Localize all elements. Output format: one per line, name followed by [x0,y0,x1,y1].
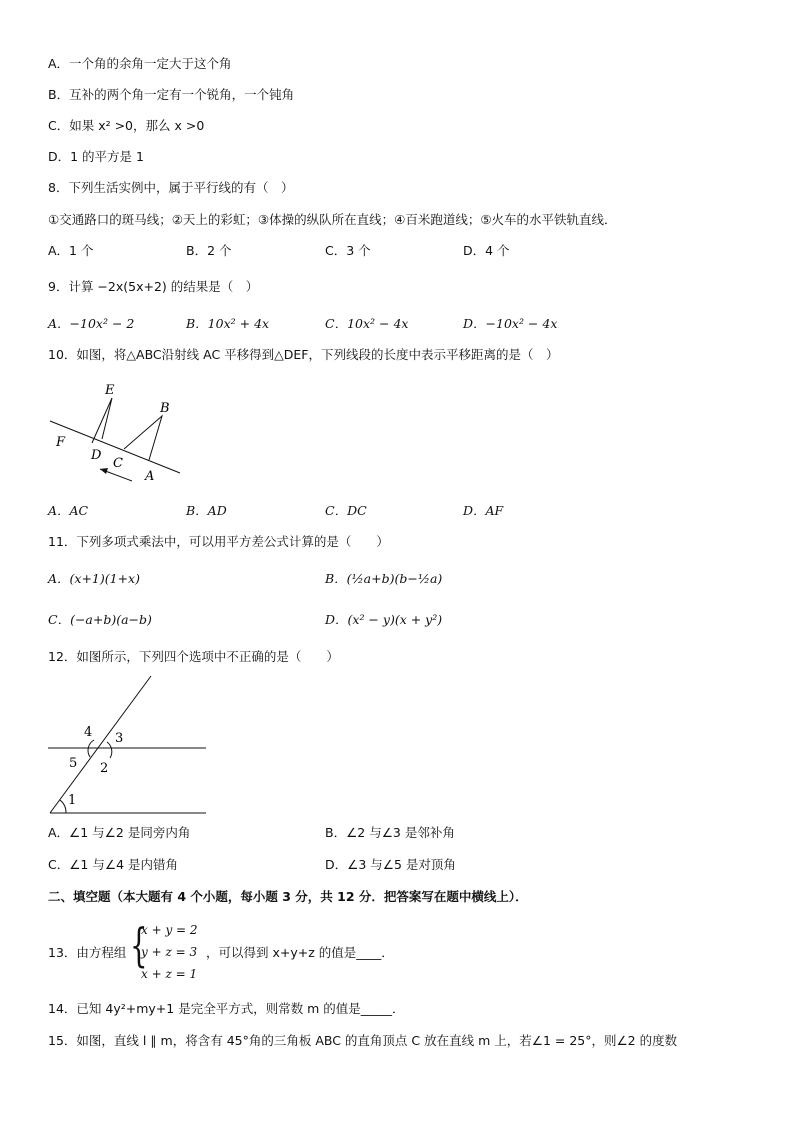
q10-label-c: C [113,456,123,471]
q11-stem: 11．下列多项式乘法中，可以用平方差公式计算的是（ ） [48,534,389,549]
q12-stem: 12．如图所示，下列四个选项中不正确的是（ ） [48,649,339,664]
q12-angles-figure [44,672,214,822]
q10-label-a: A [145,469,155,484]
q8-stem: 8．下列生活实例中，属于平行线的有（ ） [48,180,294,195]
q12-label-5: 5 [69,756,78,771]
q10-translation-figure [44,378,189,488]
q13-equation-3: x + z = 1 [141,967,198,981]
q7-option-c: C．如果 x² >0，那么 x >0 [48,118,205,133]
q7-option-d: D．1 的平方是 1 [48,149,144,164]
section-2-heading: 二、填空题（本大题有 4 个小题，每小题 3 分，共 12 分．把答案写在题中横线上）． [48,889,528,904]
q12-label-4: 4 [84,725,93,740]
q7-option-b: B．互补的两个角一定有一个锐角，一个钝角 [48,87,295,102]
q8-items: ①交通路口的斑马线；②天上的彩虹；③体操的纵队所在直线；④百米跑道线；⑤火车的水平铁轨直线． [48,212,617,227]
q13-equation-1: x + y = 2 [141,923,198,937]
q15-text: 15．如图，直线 l ∥ m，将含有 45°角的三角板 ABC 的直角顶点 C 放在直线 m 上，若∠1 = 25°，则∠2 的度数 [48,1033,678,1048]
q8-option-d: D．4 个 [463,243,510,258]
q13-prefix: 13．由方程组 [48,945,127,960]
q9-option-c: C．10x² − 4x [325,316,409,331]
q12-label-2: 2 [100,761,109,776]
q10-label-f: F [56,435,66,450]
q10-option-d: D．AF [463,503,504,518]
q13-brace: { [130,918,148,972]
q11-option-b: B．(½a+b)(b−½a) [325,571,443,586]
q10-label-e: E [105,383,115,398]
q10-label-d: D [91,448,102,463]
q10-option-c: C．DC [325,503,367,518]
q14-text: 14．已知 4y²+my+1 是完全平方式，则常数 m 的值是_____． [48,1001,405,1016]
q7-option-a: A．一个角的余角一定大于这个角 [48,56,232,71]
q10-option-b: B．AD [186,503,227,518]
q10-label-b: B [160,401,170,416]
q13-suffix: ，可以得到 x+y+z 的值是____． [206,945,394,960]
q12-label-1: 1 [68,793,77,808]
q8-option-b: B．2 个 [186,243,232,258]
q11-option-d: D．(x² − y)(x + y²) [325,612,443,627]
q13-equation-2: y + z = 3 [141,945,198,959]
q8-option-c: C．3 个 [325,243,371,258]
q12-option-c: C．∠1 与∠4 是内错角 [48,857,178,872]
q8-option-a: A．1 个 [48,243,94,258]
q9-option-a: A．−10x² − 2 [48,316,135,331]
q9-option-b: B．10x² + 4x [186,316,270,331]
q12-label-3: 3 [115,731,124,746]
q10-stem: 10．如图，将△ABC沿射线 AC 平移得到△DEF，下列线段的长度中表示平移距离的是（ ） [48,347,559,362]
q12-option-b: B．∠2 与∠3 是邻补角 [325,825,455,840]
q11-option-a: A．(x+1)(1+x) [48,571,140,586]
q10-option-a: A．AC [48,503,89,518]
q12-option-d: D．∠3 与∠5 是对顶角 [325,857,456,872]
q11-option-c: C．(−a+b)(a−b) [48,612,152,627]
q12-option-a: A．∠1 与∠2 是同旁内角 [48,825,191,840]
q9-stem: 9．计算 −2x(5x+2) 的结果是（ ） [48,279,259,294]
q9-option-d: D．−10x² − 4x [463,316,558,331]
